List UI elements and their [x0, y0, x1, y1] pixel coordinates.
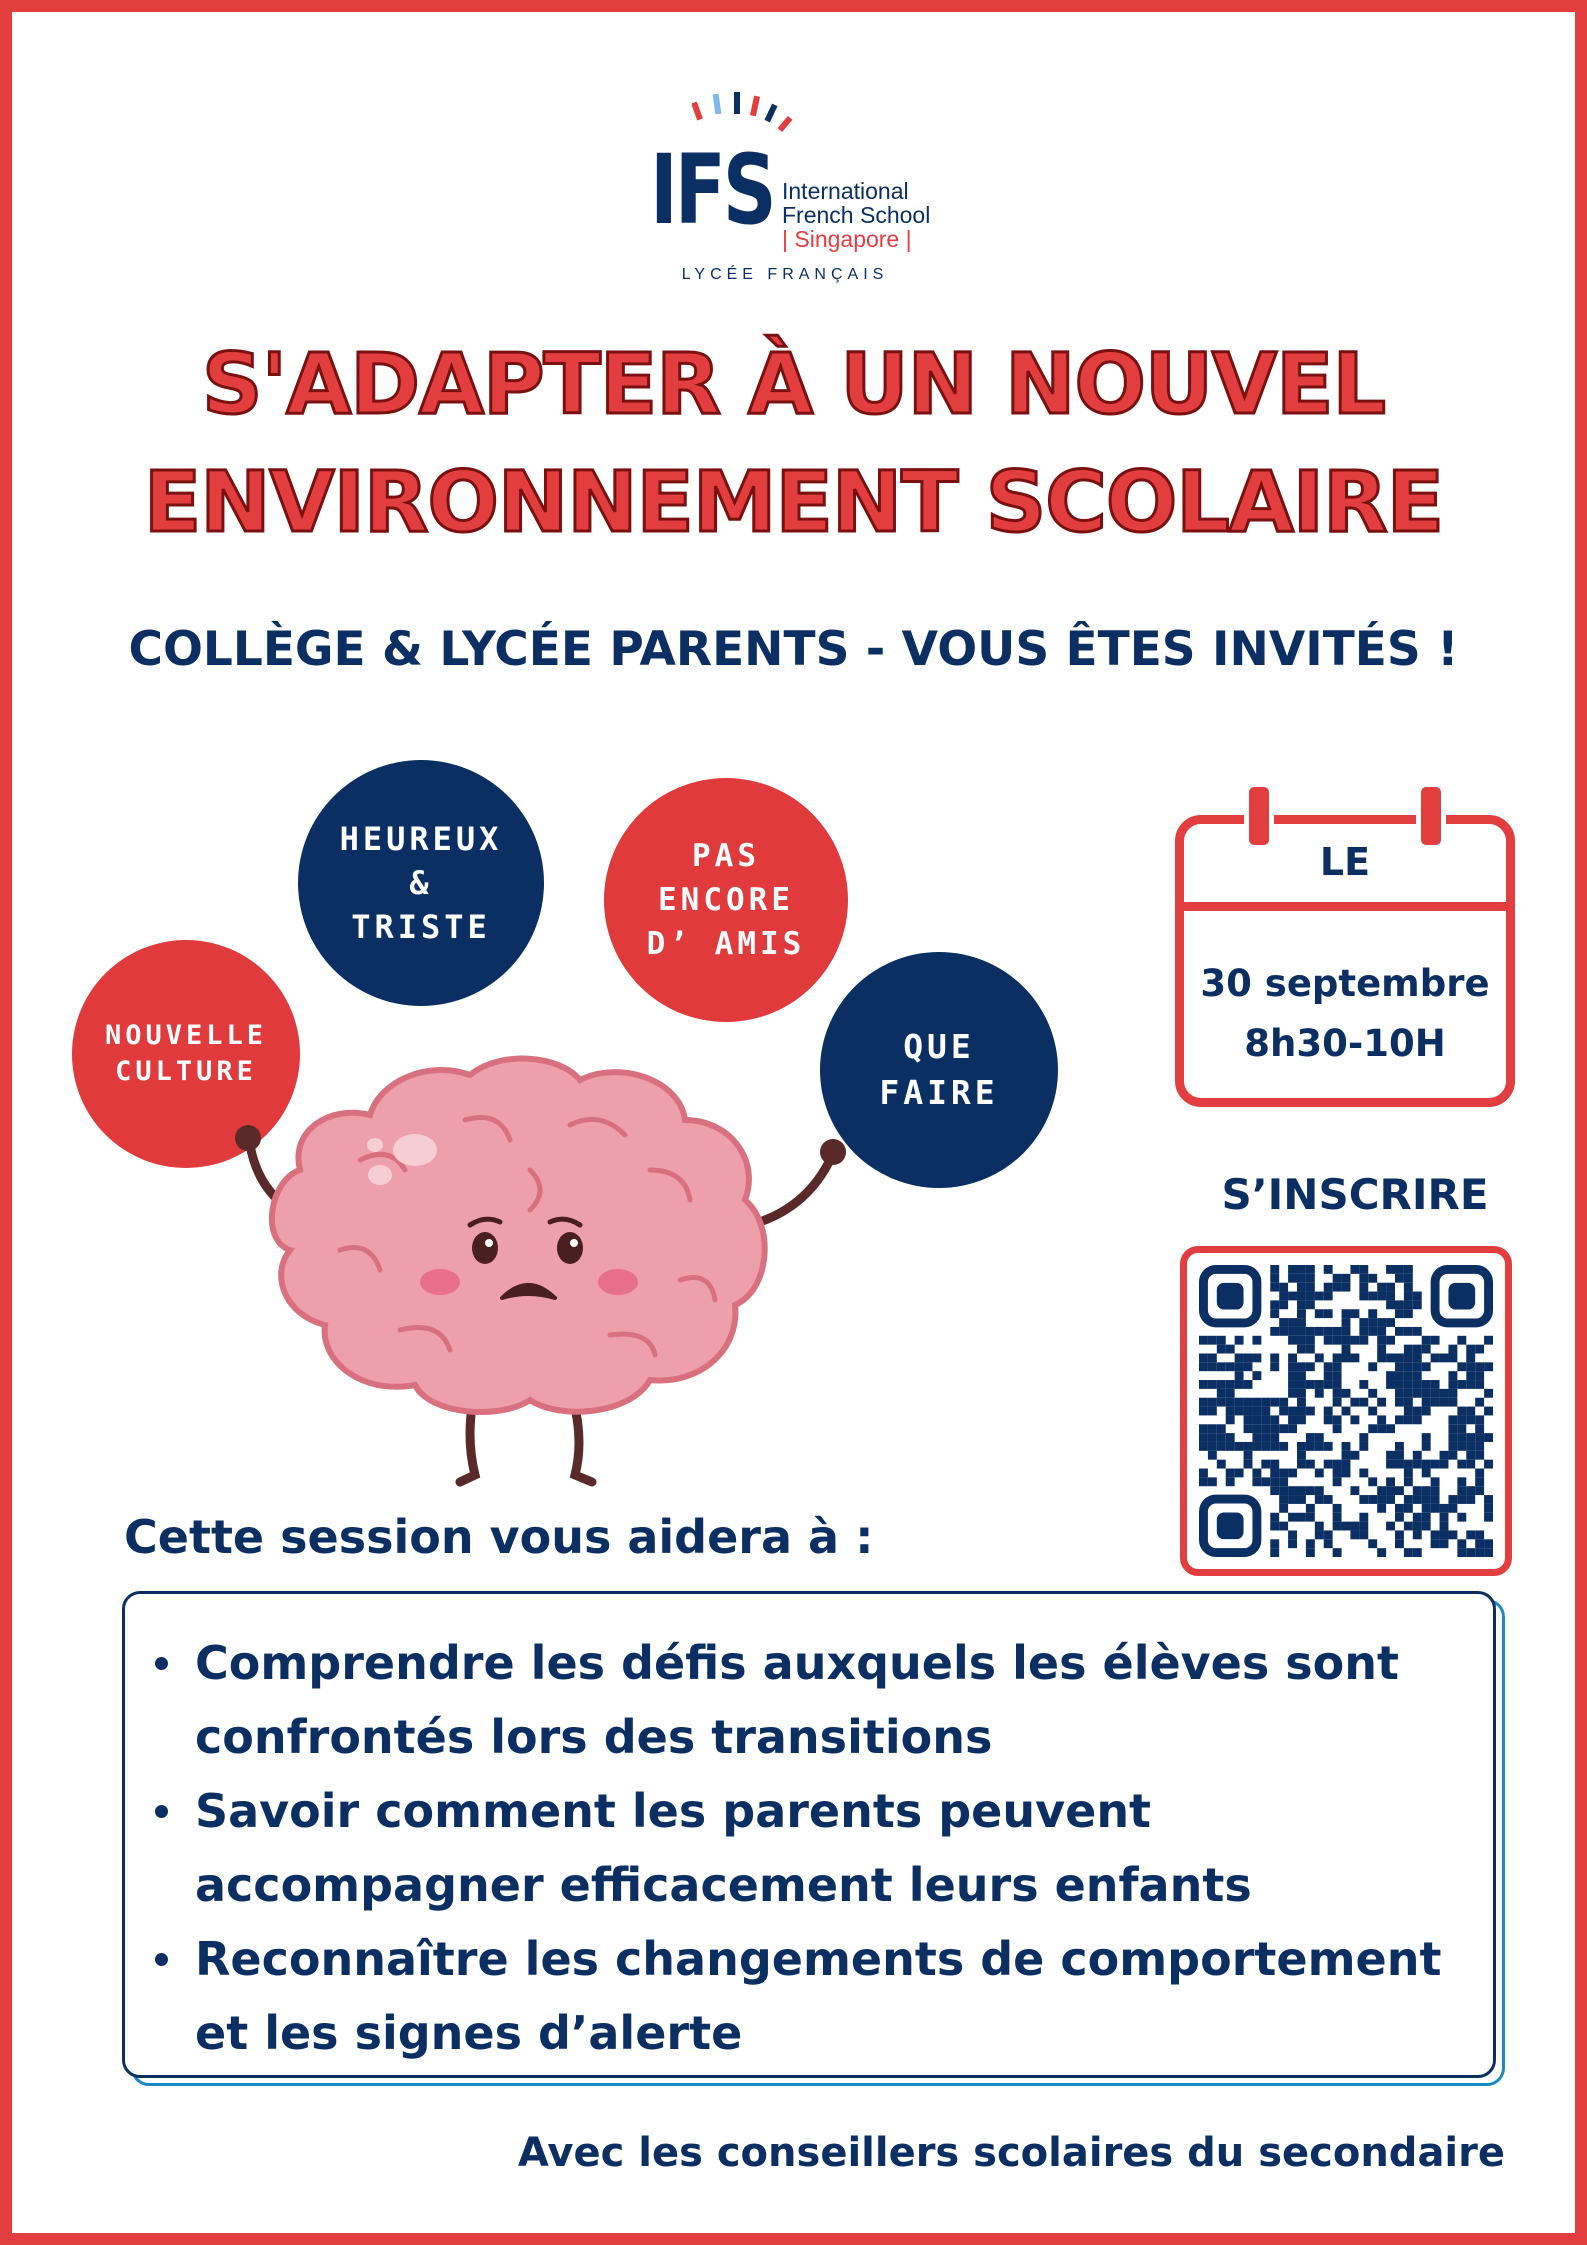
calendar-datetime — [1184, 954, 1506, 1074]
title-line-2: ENVIRONNEMENT SCOLAIRE — [143, 453, 1444, 551]
title-line-1: S'ADAPTER À UN NOUVEL — [202, 335, 1385, 433]
logo-subtitle: LYCÉE FRANÇAIS — [681, 266, 889, 283]
event-time: 8h30-10H — [1244, 1022, 1446, 1065]
bubble-heureux-triste: HEUREUX & TRISTE — [298, 760, 544, 1006]
event-date: 30 septembre — [1200, 962, 1490, 1005]
calendar-divider — [1184, 902, 1506, 911]
benefit-item: Reconnaître les changements de comportement et les signes d’alerte — [155, 1922, 1485, 2070]
page-title — [60, 325, 1527, 561]
worried-brain-illustration — [230, 1050, 850, 1500]
bubble-nouvelle-culture: NOUVELLE CULTURE — [72, 940, 300, 1168]
calendar-header: LE — [1319, 840, 1371, 884]
footer-note: Avec les conseillers scolaires du secondaire — [517, 2130, 1505, 2176]
benefits-list — [155, 1626, 1485, 2070]
event-calendar — [1175, 815, 1515, 1107]
logo-abbr: IFS — [650, 134, 774, 246]
session-lead: Cette session vous aidera à : — [124, 1510, 874, 1564]
qr-code-icon — [1199, 1265, 1493, 1557]
logo-line-2: French School — [782, 202, 931, 228]
school-logo — [640, 92, 960, 292]
registration-qr-code[interactable] — [1180, 1246, 1512, 1576]
register-label: S’INSCRIRE — [1221, 1170, 1489, 1219]
logo-line-3: | Singapore | — [782, 226, 912, 252]
logo-line-1: International — [782, 178, 909, 204]
benefit-item: Savoir comment les parents peuvent accompagner efficacement leurs enfants — [155, 1774, 1485, 1922]
benefits-box — [122, 1591, 1496, 2078]
benefit-item: Comprendre les défis auxquels les élèves sont confrontés lors des transitions — [155, 1626, 1485, 1774]
bubble-que-faire: QUE FAIRE — [820, 952, 1058, 1188]
page-subtitle: COLLÈGE & LYCÉE PARENTS - VOUS ÊTES INVITÉS ! — [128, 622, 1459, 677]
bubble-pas-encore-amis: PAS ENCORE D’ AMIS — [604, 778, 848, 1022]
